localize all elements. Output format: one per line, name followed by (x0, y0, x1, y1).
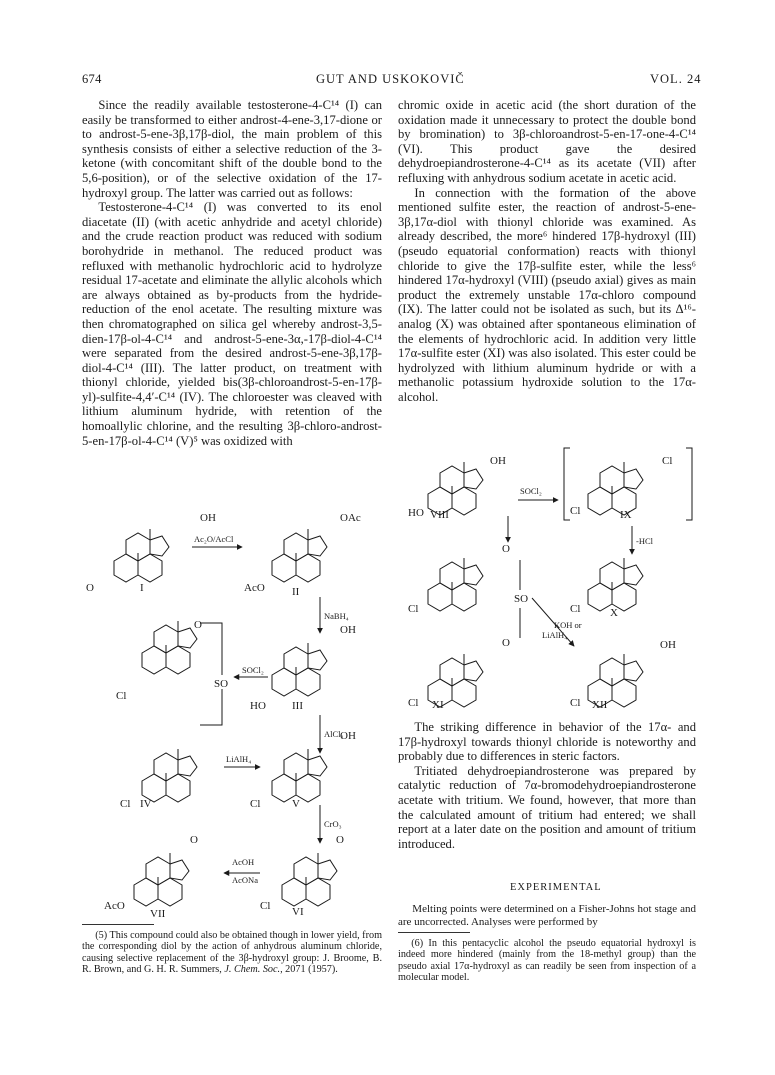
footnote-6: (6) In this pentacyclic alcohol the pseudo equatorial hydroxyl is indeed more hindered (mainly from the 18-methyl group) than the pseudo axial 17α-hydroxyl as can readily be seen from inspection of a molecular model. (398, 938, 696, 984)
label-compound-iv: IV (140, 798, 152, 810)
label-oh: OH (200, 512, 216, 524)
label-cl-iv-b: Cl (120, 798, 131, 810)
reagent-alcl3: AlCl₃ (324, 729, 344, 739)
footnote-5-journal: J. Chem. Soc., (224, 964, 283, 976)
running-title: GUT AND USKOKOVIČ (316, 72, 465, 86)
label-so-xi: SO (514, 593, 529, 605)
footnote-5-tail: 2071 (1957). (282, 964, 338, 976)
reagent-acona: AcONa (232, 875, 258, 885)
section-heading-experimental: EXPERIMENTAL (510, 882, 602, 893)
paragraph-experimental: Melting points were determined on a Fisher-Johns hot stage and are uncorrected. Analyses were performed by (398, 903, 696, 928)
label-o-xi-b: O (502, 637, 510, 649)
paragraph-testosterone: Testosterone-4-C¹⁴ (I) was converted to its enol diacetate (II) (with acetic anhydride and acetyl chloride) and the crude reaction product was reduced with sodium borohydride in methanol. The reduced product was refluxed with methanolic hydrochloric acid to hydrolyze residual 17-acetate and eliminate the allylic alcohols which are always obtained as by-products from the hydride-reduction of the enol acetate. The resulting mixture was then chromatographed on silica gel whereby androst-3,5-dien-17β-ol-4-C¹⁴ and androst-5-ene-3α,-17β-diol-4-C¹⁴ were separated from the desired androst-5-ene-3β,17β-diol-4-C¹⁴ (III). The latter product, on treatment with thionyl chloride, yielded bis(3β-chloroandrost-5-en-17β-yl)-sulfite-4,4′-C¹⁴ (IV). The chloroester was cleaved with lithium aluminum hydride, with retention of the homoallylic chlorine, and the resulting 3β-chloro-androst-5-en-17β-ol-4-C¹⁴ (V)⁵ was oxidized with (82, 200, 382, 448)
label-compound-iii: III (292, 700, 303, 712)
right-column-text-bottom (398, 720, 696, 851)
label-o-vi: O (336, 834, 344, 846)
compound-X-structure (588, 558, 643, 611)
compound-VI-structure (282, 853, 337, 906)
reagent-cro3: CrO₃ (324, 819, 342, 829)
label-cl-x: Cl (570, 603, 581, 615)
label-o: O (86, 582, 94, 594)
label-o-iv: O (194, 619, 202, 631)
label-compound-i: I (140, 582, 144, 594)
label-cl-xi-a: Cl (408, 603, 419, 615)
compound-I-structure (114, 529, 169, 582)
label-ho-iii: HO (250, 700, 266, 712)
label-cl-ix-3: Cl (570, 505, 581, 517)
reagent-hcl: -HCl (636, 536, 653, 546)
reagent-lialh4: LiAlH₄ (226, 754, 252, 764)
label-oh-xii: OH (660, 639, 676, 651)
label-cl-ix: Cl (662, 455, 673, 467)
bond-so-o (200, 689, 222, 725)
label-oh-iii: OH (340, 624, 356, 636)
reaction-scheme-1 (82, 505, 384, 920)
label-ho-viii: HO (408, 507, 424, 519)
footnote-5 (82, 930, 382, 976)
label-compound-xi: XI (432, 699, 444, 711)
label-cl-xi-b: Cl (408, 697, 419, 709)
label-aco-vii: AcO (104, 900, 125, 912)
footnote-rule-right (398, 932, 470, 933)
reagent-koh: KOH or (554, 620, 582, 630)
label-compound-vi: VI (292, 906, 304, 918)
reagent-acoh: AcOH (232, 857, 255, 867)
compound-III-structure (272, 643, 327, 696)
label-cl-vi: Cl (260, 900, 271, 912)
label-compound-xii: XII (592, 699, 608, 711)
footnote-rule-left (82, 924, 154, 925)
reagent-socl2-2: SOCl₂ (520, 486, 542, 496)
label-so: SO (214, 678, 229, 690)
compound-IV-upper (142, 621, 197, 674)
compound-IX-structure (588, 462, 643, 515)
paragraph-tritiated: Tritiated dehydroepiandrosterone was prepared by catalytic reduction of 7α-bromodehydroepiandrosterone acetate with tritium. We found, however, that more than the calculated amount of tritium had entered; we shall report at a later date on the position and amount of tritium introduced. (398, 763, 696, 851)
label-cl-v: Cl (250, 798, 261, 810)
compound-II-structure (272, 529, 327, 582)
label-aco-ii: AcO (244, 582, 265, 594)
reagent-ac2o: Ac₂O/AcCl (194, 534, 234, 544)
page-number: 674 (82, 72, 102, 86)
footnote-5-text: (5) This compound could also be obtained though in lower yield, from the corresponding diol by the action of anhydrous aluminum chloride, causing selective replacement of the 3β-hydroxyl group: J. Broome, B. R. Brown, and G. H. R. Summers, (82, 930, 382, 976)
reagent-lialh4-2: LiAlH₄ (542, 630, 568, 640)
label-o-xi-a: O (502, 543, 510, 555)
compound-IV-lower (142, 749, 197, 802)
label-cl-iv-a: Cl (116, 690, 127, 702)
right-column-text-top (398, 98, 696, 404)
paragraph-striking: The striking difference in behavior of the 17α- and 17β-hydroxyl towards thionyl chloride is noteworthy and probably due to differences in steric factors. (398, 720, 696, 764)
label-compound-ix: IX (620, 509, 632, 521)
label-cl-xii: Cl (570, 697, 581, 709)
paragraph-sulfite: In connection with the formation of the above mentioned sulfite ester, the reaction of androst-5-ene-3β,17α-diol with thionyl chloride was examined. As already described, the more⁶ hindered 17β-hydroxyl (III) (pseudo equatorial conformation) reacts with thionyl chloride to give the 17β-sulfite ester, while the less⁶ hindered 17α-hydroxyl (VIII) (pseudo axial) gives as main product the extremely unstable 17α-chloro compound (IX). The latter could not be isolated as such, but its Δ¹⁶-analog (X) was obtained after spontaneous elimination of the elements of hydrochloric acid. In addition very little 17α-sulfite ester (XI) was also isolated. This ester could be hydrolyzed with lithium aluminum hydride or with a methanolic potassium hydroxide solution to the 17α-alcohol. (398, 185, 696, 404)
label-compound-viii: VIII (430, 509, 449, 521)
label-oh-viii: OH (490, 455, 506, 467)
label-compound-x: X (610, 607, 618, 619)
reagent-socl2: SOCl₂ (242, 665, 264, 675)
label-oac: OAc (340, 512, 361, 524)
label-compound-v: V (292, 798, 300, 810)
reaction-scheme-2 (398, 442, 698, 712)
label-oh-v: OH (340, 730, 356, 742)
compound-VII-structure (134, 853, 189, 906)
paragraph-chromic: chromic oxide in acetic acid (the short duration of the oxidation made it unnecessary to protect the double bond by bromination) to 3β-chloroandrost-5-en-17-one-4-C¹⁴ (VI). This product gave the desired dehydroepiandrosterone-4-C¹⁴ as its acetate (VII) after refluxing with anhydrous sodium acetate in acetic acid. (398, 98, 696, 185)
label-compound-vii: VII (150, 908, 166, 920)
reagent-nabh4: NaBH₄ (324, 611, 349, 621)
left-column-text (82, 98, 382, 448)
label-o-vii: O (190, 834, 198, 846)
compound-XI-upper (428, 558, 483, 611)
paragraph-intro: Since the readily available testosterone-4-C¹⁴ (I) can easily be transformed to either androst-4-ene-3,17-dione or to androst-5-ene-3β,17β-diol, the main problem of this synthesis consists of either a selective reduction of the 3-ketone (with concomitant shift of the double bond to the 5,6-position), or of the selective oxidation of the 17-hydroxyl group. The latter was carried out as follows: (82, 98, 382, 200)
bracket-right (686, 448, 692, 520)
label-compound-ii: II (292, 586, 300, 598)
compound-VIII-structure (428, 462, 483, 515)
volume-label: VOL. 24 (650, 72, 702, 86)
bond-o-so (200, 623, 222, 675)
compound-V-structure (272, 749, 327, 802)
